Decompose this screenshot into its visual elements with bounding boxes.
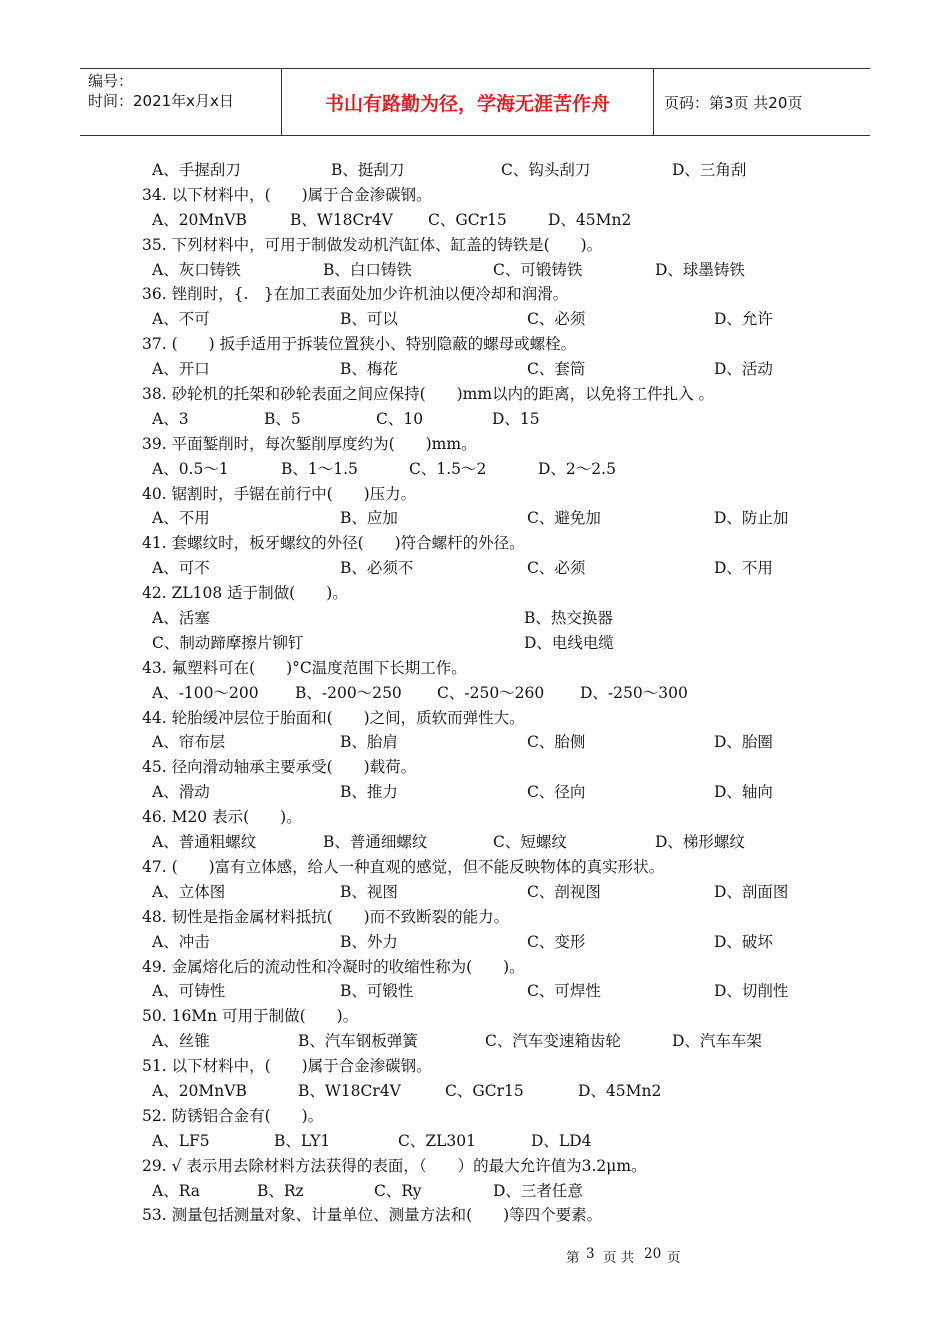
option-a: A、丝锥 — [152, 1032, 210, 1051]
options-line — [0, 979, 950, 1004]
question-line — [0, 282, 950, 307]
header-meta — [80, 69, 282, 135]
option-c: C、ZL301 — [398, 1131, 477, 1150]
document-date: 时间：2021年x月x日 — [88, 92, 234, 110]
options-line — [0, 681, 950, 706]
option-b: B、视图 — [340, 882, 398, 901]
option-a: A、可不 — [152, 559, 210, 578]
option-b: B、白口铸铁 — [323, 260, 412, 279]
option-d: D、45Mn2 — [548, 210, 632, 229]
option-a: A、冲击 — [152, 932, 210, 951]
option-d: D、15 — [492, 409, 540, 428]
question-line — [0, 1104, 950, 1129]
question-text: 39. 平面錾削时，每次錾削厚度约为( )mm。 — [142, 434, 477, 453]
options-line — [0, 631, 950, 656]
option-a: A、3 — [152, 409, 189, 428]
question-text: 46. M20 表示( )。 — [142, 808, 302, 827]
options-line — [0, 158, 950, 183]
option-a: C、制动蹄摩擦片铆钉 — [152, 633, 304, 652]
option-b: B、W18Cr4V — [290, 210, 393, 229]
options-line — [0, 457, 950, 482]
option-d: D、LD4 — [531, 1131, 592, 1150]
option-b: B、Rz — [257, 1181, 304, 1200]
question-line — [0, 656, 950, 681]
question-line — [0, 531, 950, 556]
option-d: D、胎圈 — [714, 733, 773, 752]
options-line — [0, 258, 950, 283]
header-page-code: 页码：第3页 共20页 — [664, 93, 803, 112]
option-b: B、热交换器 — [524, 609, 613, 628]
options-line — [0, 208, 950, 233]
options-line — [0, 1029, 950, 1054]
option-c: C、Ry — [374, 1181, 422, 1200]
option-c: C、变形 — [527, 932, 586, 951]
question-line — [0, 382, 950, 407]
options-line — [0, 1179, 950, 1204]
option-a: A、LF5 — [152, 1131, 210, 1150]
question-line — [0, 332, 950, 357]
option-c: C、-250～260 — [437, 683, 545, 702]
option-c: C、1.5～2 — [409, 459, 487, 478]
document-number-label: 编号： — [88, 72, 134, 90]
option-c: C、避免加 — [527, 509, 601, 528]
option-d: D、三角刮 — [672, 161, 747, 179]
option-d: D、不用 — [714, 559, 773, 578]
options-line — [0, 780, 950, 805]
option-a: A、活塞 — [152, 609, 210, 628]
question-text: 38. 砂轮机的托架和砂轮表面之间应保持( )mm以内的距离，以免将工件扎入 。 — [142, 385, 714, 404]
question-text: 37. ( ) 扳手适用于拆装位置狭小、特别隐蔽的螺母或螺栓。 — [142, 335, 577, 354]
question-text: 45. 径向滑动轴承主要承受( )载荷。 — [142, 758, 417, 777]
footer-prefix: 第 — [566, 1250, 580, 1266]
option-a: A、立体图 — [152, 882, 226, 901]
option-b: D、电线电缆 — [524, 633, 614, 652]
option-a: A、20MnVB — [152, 210, 247, 229]
question-line — [0, 1004, 950, 1029]
question-text: 41. 套螺纹时，板牙螺纹的外径( )符合螺杆的外径。 — [142, 534, 525, 553]
option-b: B、汽车钢板弹簧 — [298, 1032, 418, 1051]
option-b: B、W18Cr4V — [298, 1081, 401, 1100]
footer-mid: 页 共 — [603, 1250, 635, 1266]
option-a: A、开口 — [152, 360, 210, 379]
option-b: B、-200～250 — [295, 683, 402, 702]
options-line — [0, 730, 950, 755]
option-c: C、可锻铸铁 — [493, 260, 583, 279]
option-c: C、剖视图 — [527, 882, 601, 901]
option-c: C、胎侧 — [527, 733, 586, 752]
question-line — [0, 482, 950, 507]
question-line — [0, 1203, 950, 1228]
page-header — [80, 68, 870, 136]
option-b: B、必须不 — [340, 559, 414, 578]
question-line — [0, 233, 950, 258]
option-d: D、防止加 — [714, 509, 789, 528]
option-d: D、梯形螺纹 — [655, 833, 745, 852]
question-text: 35. 下列材料中，可用于制做发动机汽缸体、缸盖的铸铁是( )。 — [142, 235, 603, 254]
question-text: 40. 锯割时，手锯在前行中( )压力。 — [142, 484, 417, 503]
question-text: 49. 金属熔化后的流动性和冷凝时的收缩性称为( )。 — [142, 957, 525, 976]
option-c: C、径向 — [527, 783, 586, 802]
question-line — [0, 955, 950, 980]
question-line — [0, 1054, 950, 1079]
question-text: 36. 锉削时，{. }在加工表面处加少许机油以便冷却和润滑。 — [142, 285, 569, 304]
options-line — [0, 307, 950, 332]
options-line — [0, 357, 950, 382]
option-a: A、灰口铸铁 — [152, 260, 241, 279]
option-d: D、45Mn2 — [578, 1081, 662, 1100]
options-line — [0, 606, 950, 631]
question-text: 43. 氟塑料可在( )°C温度范围下长期工作。 — [142, 658, 467, 677]
option-c: C、可焊性 — [527, 982, 601, 1001]
option-a: A、可铸性 — [152, 982, 226, 1001]
question-list — [0, 158, 950, 1228]
question-text: 50. 16Mn 可用于制做( )。 — [142, 1007, 359, 1026]
option-a: A、20MnVB — [152, 1081, 247, 1100]
option-b: B、挺刮刀 — [331, 161, 405, 179]
option-a: A、滑动 — [152, 783, 210, 802]
option-c: C、GCr15 — [428, 210, 507, 229]
options-line — [0, 1079, 950, 1104]
option-d: D、汽车车架 — [672, 1032, 762, 1051]
question-text: 34. 以下材料中，( )属于合金渗碳钢。 — [142, 185, 432, 204]
option-d: D、允许 — [714, 310, 773, 329]
option-c: C、钩头刮刀 — [501, 161, 591, 179]
option-c: C、套筒 — [527, 360, 586, 379]
option-a: A、手握刮刀 — [152, 161, 241, 179]
option-a: A、Ra — [152, 1181, 200, 1200]
option-b: B、应加 — [340, 509, 398, 528]
options-line — [0, 407, 950, 432]
question-line — [0, 755, 950, 780]
option-b: B、1～1.5 — [281, 459, 358, 478]
option-a: A、-100～200 — [152, 683, 259, 702]
option-b: B、梅花 — [340, 360, 398, 379]
question-line — [0, 581, 950, 606]
header-motto: 书山有路勤为径，学海无涯苦作舟 — [282, 69, 654, 135]
option-a: A、0.5～1 — [152, 459, 229, 478]
question-text: 51. 以下材料中，( )属于合金渗碳钢。 — [142, 1057, 432, 1076]
options-line — [0, 830, 950, 855]
option-c: C、GCr15 — [445, 1081, 524, 1100]
option-b: B、LY1 — [274, 1131, 331, 1150]
option-b: B、胎肩 — [340, 733, 398, 752]
question-line — [0, 183, 950, 208]
question-text: 53. 测量包括测量对象、计量单位、测量方法和( )等四个要素。 — [142, 1206, 603, 1225]
question-line — [0, 1154, 950, 1179]
option-d: D、三者任意 — [493, 1181, 583, 1200]
option-c: C、必须 — [527, 310, 586, 329]
option-d: D、破坏 — [714, 932, 773, 951]
question-text: 48. 韧性是指金属材料抵抗( )而不致断裂的能力。 — [142, 907, 510, 926]
question-line — [0, 706, 950, 731]
question-text: 52. 防锈铝合金有( )。 — [142, 1106, 324, 1125]
question-line — [0, 905, 950, 930]
option-d: D、轴向 — [714, 783, 773, 802]
options-line — [0, 1129, 950, 1154]
option-c: C、必须 — [527, 559, 586, 578]
question-text: 47. ( )富有立体感，给人一种直观的感觉，但不能反映物体的真实形状。 — [142, 857, 665, 876]
footer-total-pages: 20 — [644, 1246, 662, 1262]
option-b: B、可以 — [340, 310, 398, 329]
question-line — [0, 855, 950, 880]
footer-suffix: 页 — [667, 1250, 681, 1266]
option-c: C、10 — [376, 409, 424, 428]
option-b: B、外力 — [340, 932, 398, 951]
option-c: C、短螺纹 — [493, 833, 567, 852]
question-text: 44. 轮胎缓冲层位于胎面和( )之间，质软而弹性大。 — [142, 708, 525, 727]
options-line — [0, 556, 950, 581]
option-d: D、2～2.5 — [538, 459, 616, 478]
option-d: D、-250～300 — [580, 683, 688, 702]
option-b: B、5 — [264, 409, 301, 428]
options-line — [0, 880, 950, 905]
option-d: D、切削性 — [714, 982, 789, 1001]
option-a: A、不用 — [152, 509, 210, 528]
footer-page-number: 3 — [586, 1246, 595, 1262]
options-line — [0, 506, 950, 531]
option-b: B、推力 — [340, 783, 398, 802]
question-line — [0, 805, 950, 830]
option-a: A、帘布层 — [152, 733, 226, 752]
question-text: 42. ZL108 适于制做( )。 — [142, 584, 348, 603]
options-line — [0, 930, 950, 955]
option-d: D、剖面图 — [714, 882, 789, 901]
option-b: B、可锻性 — [340, 982, 414, 1001]
option-a: A、普通粗螺纹 — [152, 833, 257, 852]
option-d: D、球墨铸铁 — [655, 260, 745, 279]
option-b: B、普通细螺纹 — [323, 833, 428, 852]
option-c: C、汽车变速箱齿轮 — [485, 1032, 621, 1051]
question-text: 29. √ 表示用去除材料方法获得的表面，（ ）的最大允许值为3.2μm。 — [142, 1156, 647, 1175]
option-a: A、不可 — [152, 310, 210, 329]
question-line — [0, 432, 950, 457]
option-d: D、活动 — [714, 360, 773, 379]
